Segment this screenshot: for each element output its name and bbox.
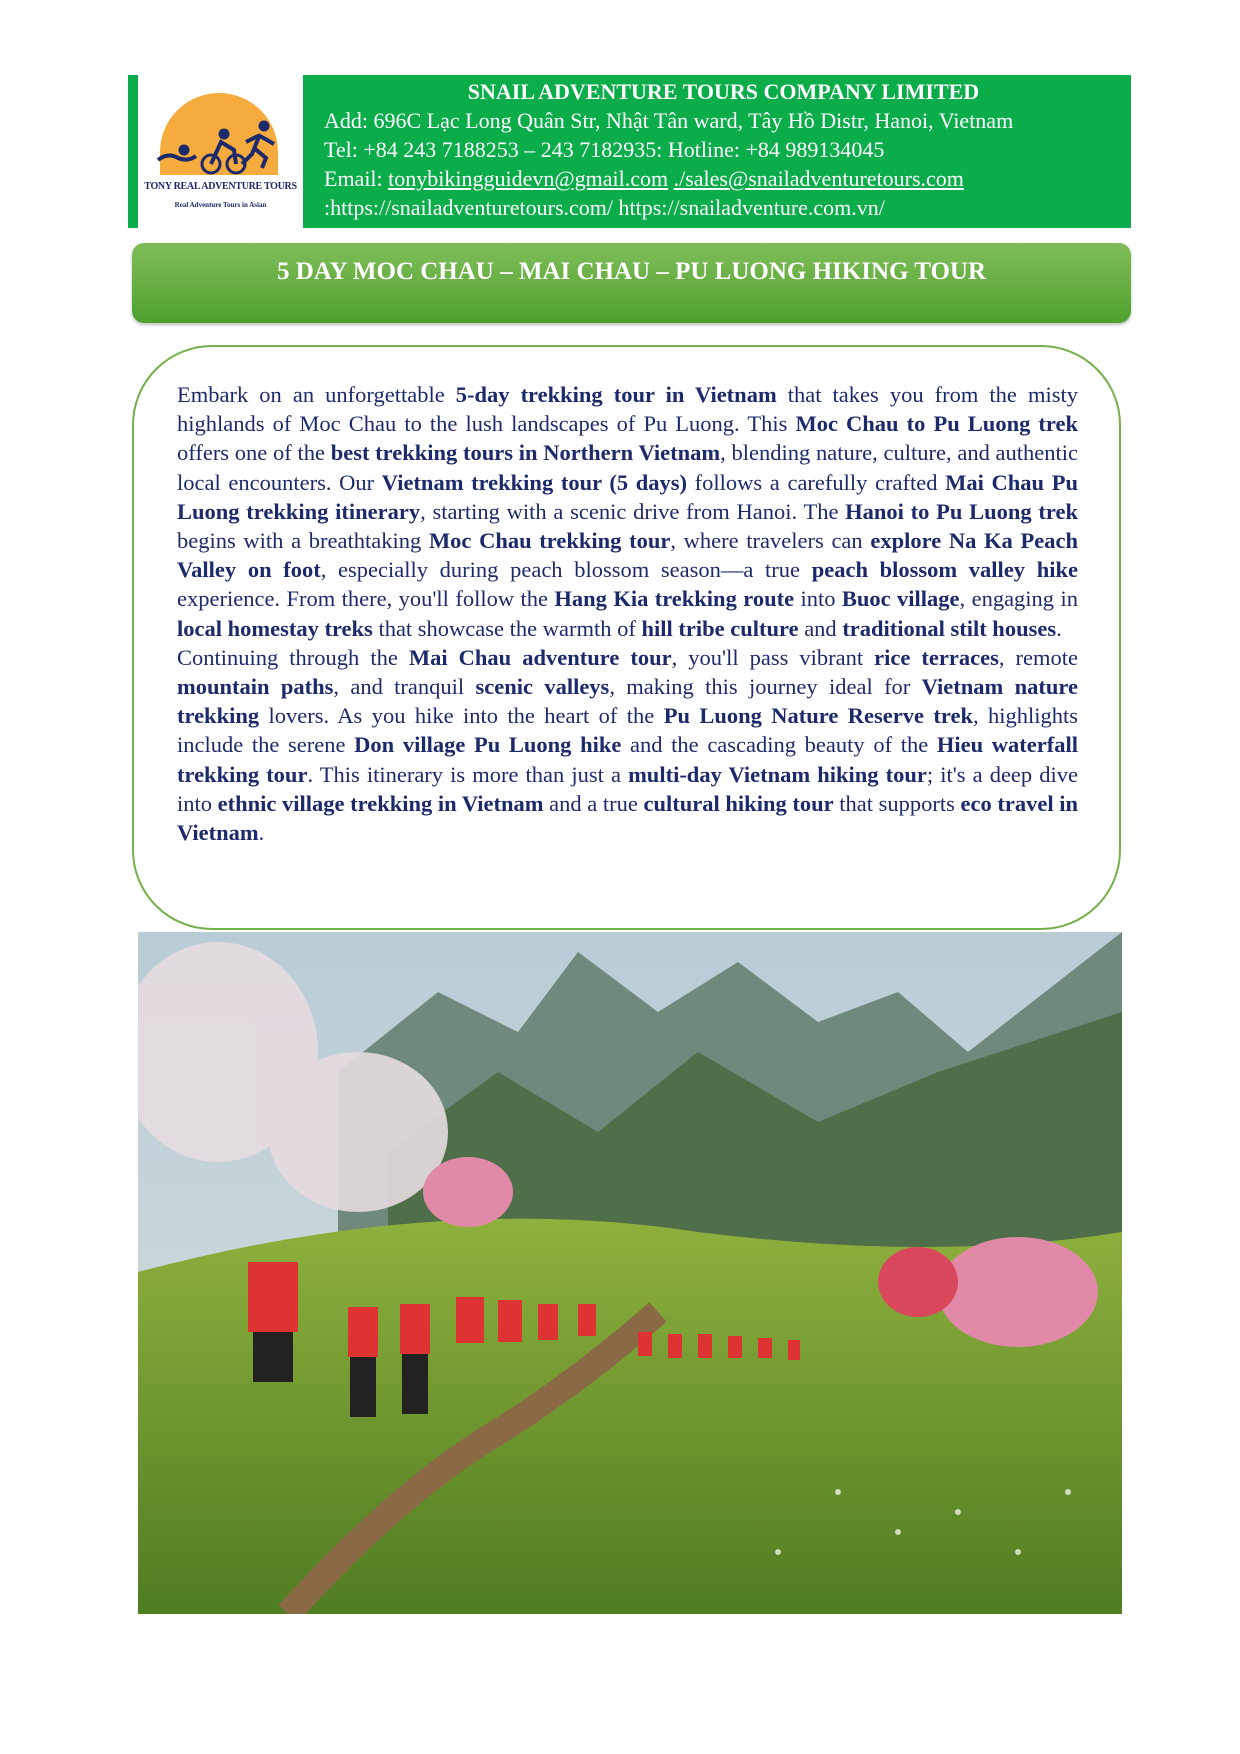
text-segment: , making this journey ideal for [609, 674, 922, 700]
keyword-highlight: mountain paths [177, 674, 334, 700]
keyword-highlight: scenic valleys [475, 674, 610, 700]
text-segment: that showcase the warmth of [372, 615, 642, 641]
tour-title-banner [132, 243, 1131, 323]
keyword-highlight: Vietnam trekking tour (5 days) [381, 469, 687, 495]
keyword-highlight: 5-day trekking tour in Vietnam [455, 382, 777, 407]
triathlon-icon [156, 120, 286, 180]
company-name: SNAIL ADVENTURE TOURS COMPANY LIMITED [467, 79, 980, 104]
websites[interactable]: :https://snailadventuretours.com/ https://snailadventure.com.vn/ [324, 195, 885, 220]
text-segment: . This itinerary is more than just a [307, 761, 629, 787]
keyword-highlight: Moc Chau trekking tour [428, 528, 671, 554]
company-header [128, 75, 1131, 228]
text-segment: experience. From there, you'll follow the [177, 586, 555, 612]
email-link-2[interactable]: ./sales@snailadventuretours.com [673, 166, 964, 191]
keyword-highlight: Moc Chau to Pu Luong trek [795, 411, 1078, 437]
keyword-highlight: Don village Pu Luong hike [354, 732, 622, 758]
text-segment: , highlights include the serene [177, 703, 1078, 758]
text-segment: Embark on an unforgettable [177, 382, 456, 407]
text-segment: ; it's a deep dive into [177, 761, 1078, 816]
company-logo [138, 75, 303, 228]
text-segment: , especially during peach blossom season—a true [320, 557, 812, 583]
keyword-highlight: local homestay treks [177, 615, 373, 641]
text-segment: follows a carefully crafted [687, 469, 946, 495]
email-line [324, 164, 1123, 193]
email-label: Email: [324, 166, 389, 191]
hiking-group-photo [138, 932, 1122, 1614]
text-segment: , engaging in [959, 586, 1078, 612]
keyword-highlight: rice terraces [874, 644, 999, 670]
keyword-highlight: Vietnam nature trekking [177, 674, 1078, 729]
keyword-highlight: Mai Chau adventure tour [408, 644, 672, 670]
keyword-highlight: ethnic village trekking in Vietnam [217, 790, 544, 816]
text-segment: that takes you from the misty highlands of Moc Chau to the lush landscapes of Pu Luong. This [177, 382, 1078, 437]
keyword-highlight: traditional stilt houses [842, 615, 1057, 641]
text-segment: begins with a breathtaking [177, 528, 429, 554]
text-segment: . [258, 820, 265, 846]
text-segment: lovers. As you hike into the heart of the [259, 703, 664, 729]
text-segment: that supports [833, 790, 961, 816]
text-segment: and the cascading beauty of the [621, 732, 937, 758]
keyword-highlight: Hieu waterfall trekking tour [177, 732, 1078, 787]
address: Add: 696C Lạc Long Quân Str, Nhật Tân ward, Tây Hồ Distr, Hanoi, Vietnam [324, 108, 1014, 133]
tour-title: 5 DAY MOC CHAU – MAI CHAU – PU LUONG HIKING TOUR [276, 258, 987, 285]
text-segment: and a true [543, 790, 644, 816]
contact-info [324, 77, 1123, 222]
keyword-highlight: Hanoi to Pu Luong trek [845, 498, 1078, 524]
description-paragraph [177, 643, 1078, 847]
phone: Tel: +84 243 7188253 – 243 7182935: Hotline: +84 989134045 [324, 137, 885, 162]
keyword-highlight: explore Na Ka Peach Valley on foot [177, 528, 1078, 583]
keyword-highlight: peach blossom valley hike [811, 557, 1078, 583]
text-segment: , you'll pass vibrant [671, 644, 875, 670]
keyword-highlight: eco travel in Vietnam [177, 790, 1078, 846]
text-segment: , blending nature, culture, and authentic local encounters. Our [177, 440, 1078, 495]
keyword-highlight: Mai Chau Pu Luong trekking itinerary [177, 469, 1078, 524]
keyword-highlight: Pu Luong Nature Reserve trek [663, 703, 973, 729]
text-segment: , where travelers can [670, 528, 871, 554]
logo-tagline: Real Adventure Tours in Asian [174, 201, 267, 209]
text-segment: and [798, 615, 843, 641]
keyword-highlight: best trekking tours in Northern Vietnam [330, 440, 721, 466]
text-segment: , and tranquil [333, 674, 476, 700]
keyword-highlight: hill tribe culture [641, 615, 799, 641]
text-segment: . [1056, 615, 1062, 641]
text-segment: into [794, 586, 842, 612]
keyword-highlight: Hang Kia trekking route [554, 586, 795, 612]
text-segment: , remote [998, 644, 1078, 670]
logo-brand-text: TONY REAL ADVENTURE TOURS [144, 181, 297, 192]
email-link-1[interactable]: tonybikingguidevn@gmail.com [388, 166, 669, 191]
keyword-highlight: Buoc village [841, 586, 960, 612]
text-segment: offers one of the [177, 440, 331, 466]
text-segment: , starting with a scenic drive from Hanoi. The [420, 498, 846, 524]
text-segment: Continuing through the [177, 644, 409, 670]
keyword-highlight: multi-day Vietnam hiking tour [628, 761, 927, 787]
description-paragraph [177, 380, 1078, 643]
keyword-highlight: cultural hiking tour [643, 790, 834, 816]
tour-description [177, 380, 1078, 895]
